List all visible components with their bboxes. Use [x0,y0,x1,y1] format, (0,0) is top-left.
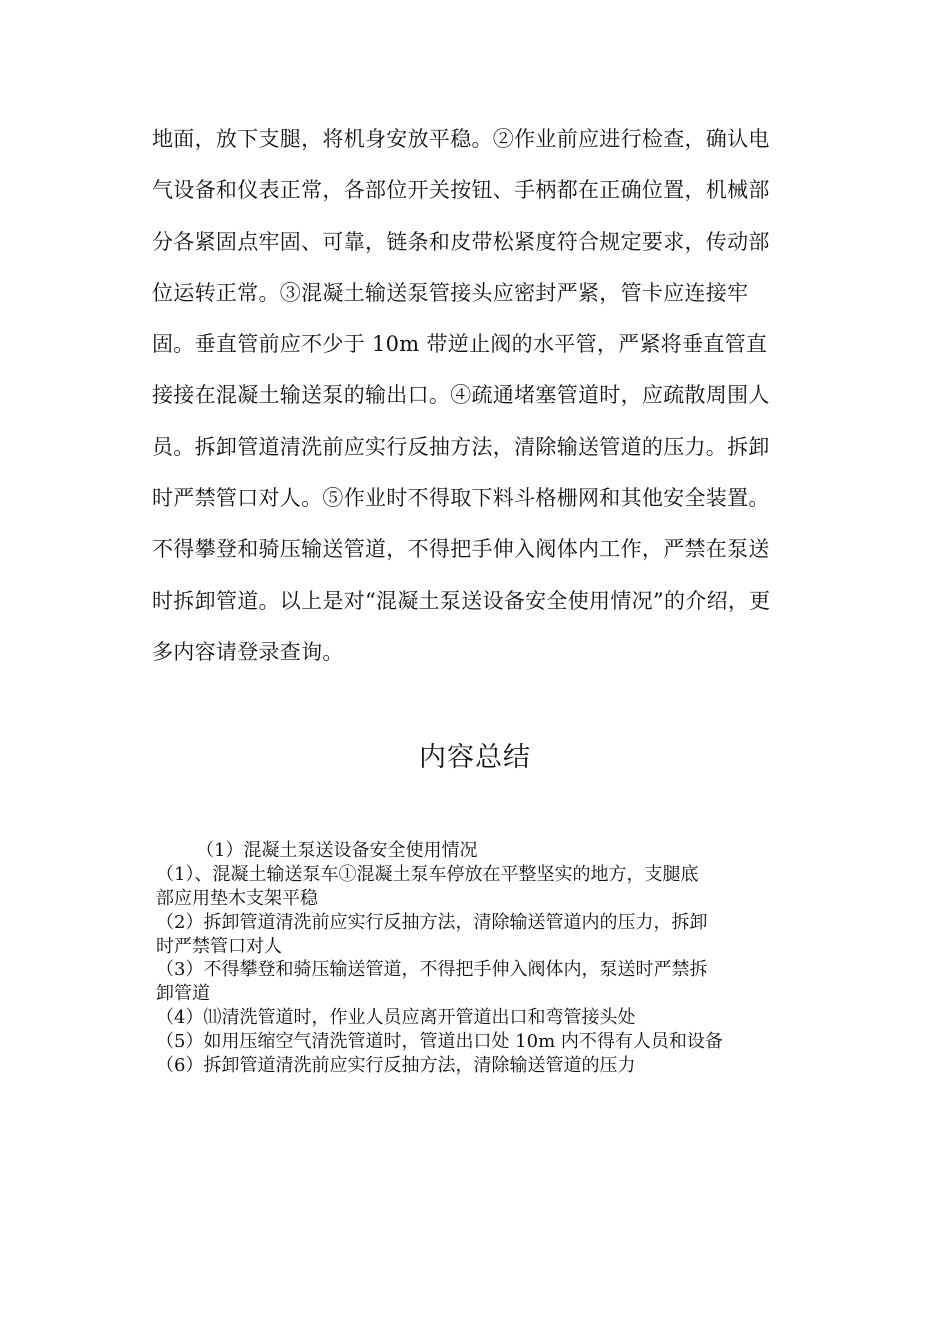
body-line: 时拆卸管道。以上是对“混凝土泵送设备安全使用情况”的介绍，更 [152,588,771,613]
summary-line: （3）不得攀登和骑压输送管道，不得把手伸入阀体内，泵送时严禁拆 [156,959,708,981]
summary-heading: 内容总结 [419,742,531,773]
summary-line: 卸管道 [156,983,210,1005]
body-line: 员。拆卸管道清洗前应实行反抽方法，清除输送管道的压力。拆卸 [152,434,770,459]
body-line: 地面，放下支腿，将机身安放平稳。②作业前应进行检查，确认电 [152,127,770,151]
body-line: 固。垂直管前应不少于 10m 带逆止阀的水平管，严紧将垂直管直 [152,332,768,357]
body-line: 气设备和仪表正常，各部位开关按钮、手柄都在正确位置，机械部 [152,178,770,203]
body-line: 接接在混凝土输送泵的输出口。④疏通堵塞管道时，应疏散周围人 [152,383,770,408]
body-line: 多内容请登录查询。 [152,639,344,664]
summary-line: （1）混凝土泵送设备安全使用情况 [196,840,478,861]
summary-line: （4）⑾清洗管道时，作业人员应离开管道出口和弯管接头处 [156,1007,636,1029]
summary-line: 部应用垫木支架平稳 [156,887,318,909]
summary-line: 时严禁管口对人 [156,935,282,957]
body-line: 不得攀登和骑压输送管道，不得把手伸入阀体内工作，严禁在泵送 [152,537,770,562]
body-paragraph [152,120,812,684]
summary-list [156,839,806,1078]
summary-line: （1）、混凝土输送泵车①混凝土泵车停放在平整坚实的地方，支腿底 [156,863,699,885]
body-line: 时严禁管口对人。⑤作业时不得取下料斗格栅网和其他安全装置。 [152,486,770,511]
summary-line: （5）如用压缩空气清洗管道时，管道出口处 10m 内不得有人员和设备 [156,1031,723,1053]
summary-line: （6）拆卸管道清洗前应实行反抽方法，清除输送管道的压力 [156,1055,636,1077]
body-line: 分各紧固点牢固、可靠，链条和皮带松紧度符合规定要求，传动部 [152,229,770,254]
summary-line: （2）拆卸管道清洗前应实行反抽方法，清除输送管道内的压力，拆卸 [156,911,708,933]
body-line: 位运转正常。③混凝土输送泵管接头应密封严紧，管卡应连接牢 [152,280,749,305]
